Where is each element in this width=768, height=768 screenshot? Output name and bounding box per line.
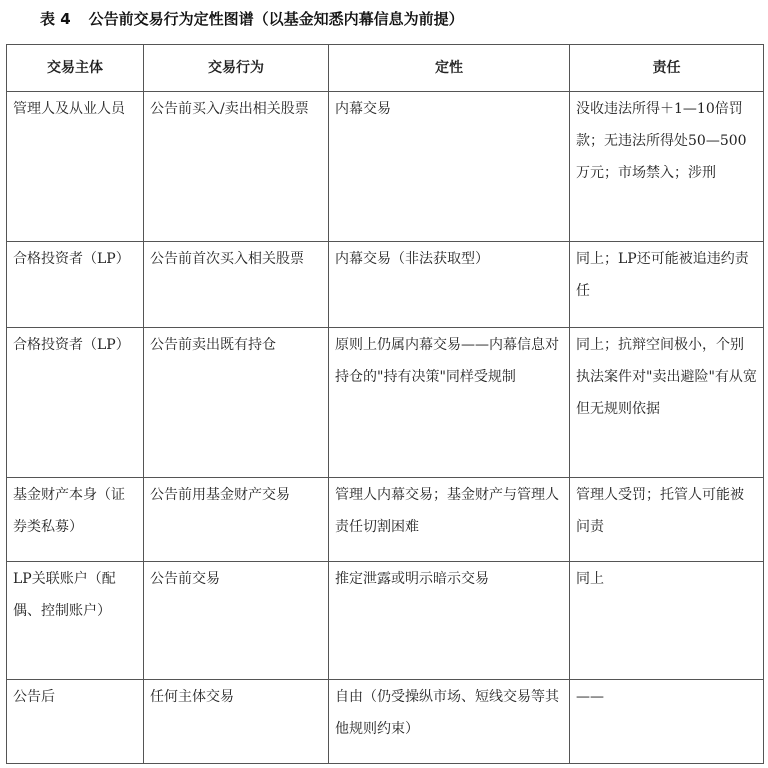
- cell-subject: 合格投资者（LP）: [7, 328, 144, 478]
- cell-subject: LP关联账户（配偶、控制账户）: [7, 562, 144, 680]
- header-nature: 定性: [329, 45, 570, 92]
- cell-nature: 自由（仍受操纵市场、短线交易等其他规则约束）: [329, 680, 570, 764]
- table-number: 表 4: [40, 10, 71, 28]
- cell-nature: 内幕交易（非法获取型）: [329, 242, 570, 328]
- cell-liability: 同上: [570, 562, 764, 680]
- cell-liability: ——: [570, 680, 764, 764]
- cell-action: 公告前卖出既有持仓: [144, 328, 329, 478]
- cell-action: 公告前交易: [144, 562, 329, 680]
- table-header-row: [7, 45, 764, 92]
- cell-action: 公告前买入/卖出相关股票: [144, 92, 329, 242]
- table-row: [7, 478, 764, 562]
- cell-nature: 原则上仍属内幕交易——内幕信息对持仓的"持有决策"同样受规制: [329, 328, 570, 478]
- table-row: [7, 680, 764, 764]
- cell-subject: 合格投资者（LP）: [7, 242, 144, 328]
- cell-liability: 同上；LP还可能被追违约责任: [570, 242, 764, 328]
- header-subject: 交易主体: [7, 45, 144, 92]
- table-row: [7, 242, 764, 328]
- cell-action: 公告前首次买入相关股票: [144, 242, 329, 328]
- cell-liability: 同上；抗辩空间极小，个别执法案件对"卖出避险"有从宽但无规则依据: [570, 328, 764, 478]
- header-action: 交易行为: [144, 45, 329, 92]
- header-liability: 责任: [570, 45, 764, 92]
- cell-liability: 没收违法所得＋1—10倍罚款；无违法所得处50—500万元；市场禁入；涉刑: [570, 92, 764, 242]
- table-caption: [40, 8, 464, 29]
- table-row: [7, 92, 764, 242]
- cell-nature: 推定泄露或明示暗示交易: [329, 562, 570, 680]
- table-row: [7, 328, 764, 478]
- cell-subject: 基金财产本身（证券类私募）: [7, 478, 144, 562]
- table-title: 公告前交易行为定性图谱（以基金知悉内幕信息为前提）: [88, 10, 464, 28]
- cell-action: 公告前用基金财产交易: [144, 478, 329, 562]
- cell-liability: 管理人受罚；托管人可能被问责: [570, 478, 764, 562]
- trading-behavior-table: [6, 44, 764, 764]
- cell-action: 任何主体交易: [144, 680, 329, 764]
- cell-subject: 管理人及从业人员: [7, 92, 144, 242]
- cell-nature: 管理人内幕交易；基金财产与管理人责任切割困难: [329, 478, 570, 562]
- cell-nature: 内幕交易: [329, 92, 570, 242]
- table-row: [7, 562, 764, 680]
- cell-subject: 公告后: [7, 680, 144, 764]
